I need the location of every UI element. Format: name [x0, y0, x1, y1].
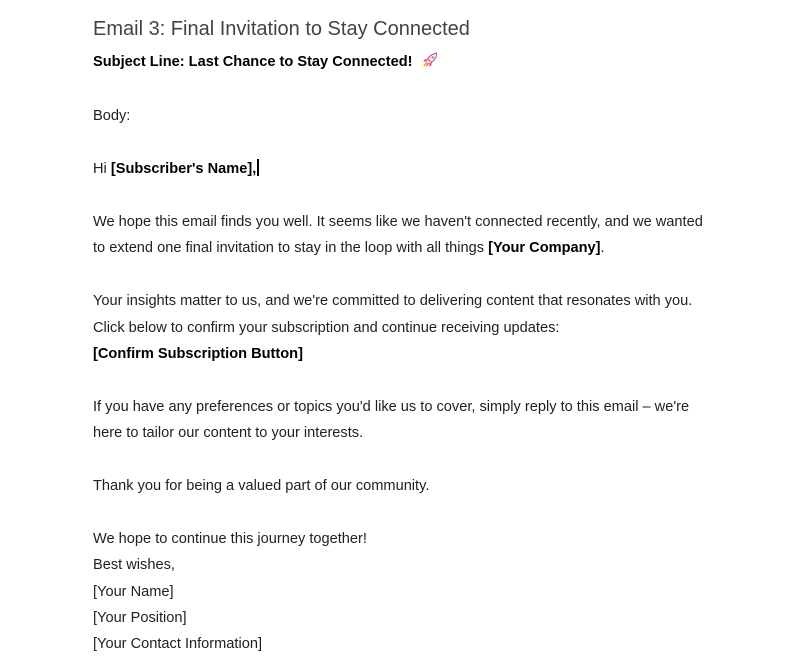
- spacer: [93, 447, 713, 473]
- confirm-button-placeholder-text: [Confirm Subscription Button]: [93, 346, 303, 362]
- sign-off: Best wishes,: [93, 557, 175, 574]
- paragraph-intro: [93, 209, 713, 262]
- paragraph-insights-line2: Click below to confirm your subscription and continue receiving updates:: [93, 319, 560, 336]
- rocket-icon: [421, 52, 439, 68]
- paragraph-thanks: Thank you for being a valued part of our community.: [93, 478, 430, 494]
- spacer: [93, 183, 713, 209]
- email-heading: Email 3: Final Invitation to Stay Connected: [93, 18, 470, 40]
- greeting-line: [93, 156, 713, 182]
- signature-position: [Your Position]: [93, 610, 187, 627]
- signature-name: [Your Name]: [93, 583, 174, 600]
- paragraph-preferences: If you have any preferences or topics you'd like us to cover, simply reply to this email – we're here to tailor our content to your interests.: [93, 398, 690, 442]
- subscriber-name-placeholder: [Subscriber's Name],: [110, 161, 257, 178]
- paragraph-insights-line1: Your insights matter to us, and we're committed to delivering content that resonates with you.: [93, 293, 693, 310]
- closing-line: We hope to continue this journey together!: [93, 530, 367, 547]
- spacer: [93, 262, 713, 288]
- paragraph-intro-suffix: .: [600, 240, 605, 257]
- greeting-prefix: Hi: [93, 161, 111, 178]
- subject-line-text: Subject Line: Last Chance to Stay Connected!: [93, 54, 413, 70]
- spacer: [93, 130, 713, 156]
- body-label: Body:: [93, 108, 131, 125]
- spacer: [93, 499, 713, 525]
- document-content[interactable]: [93, 16, 713, 658]
- company-placeholder: [Your Company]: [488, 240, 601, 257]
- confirm-button-placeholder: [93, 341, 713, 367]
- subject-line: [93, 51, 713, 73]
- spacer: [93, 367, 713, 393]
- signature-contact: [Your Contact Information]: [93, 636, 263, 653]
- spacer: [93, 77, 713, 103]
- text-cursor: [257, 159, 259, 176]
- paragraph-intro-text: We hope this email finds you well. It seems like we haven't connected recently, and we wanted to extend one final invitation to stay in the loop with all things: [93, 213, 703, 257]
